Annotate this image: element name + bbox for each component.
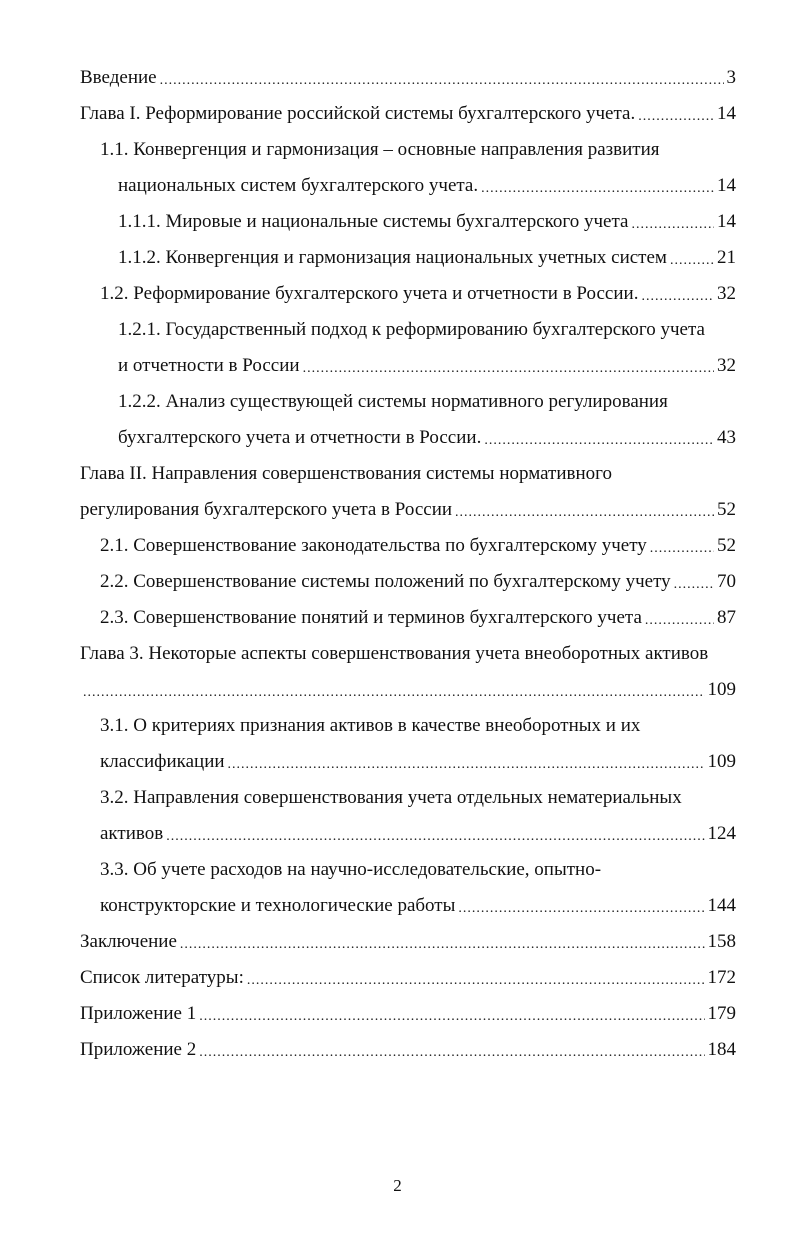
toc-entry-page: 87 <box>717 607 736 628</box>
toc-entry-title: конструкторские и технологические работы <box>100 895 456 916</box>
toc-entry-page: 43 <box>717 427 736 448</box>
toc-entry-page: 179 <box>707 1003 736 1024</box>
toc-entry-title: 3.3. Об учете расходов на научно-исследовательские, опытно- <box>100 859 602 880</box>
toc-entry <box>80 348 736 384</box>
toc-entry <box>80 636 736 672</box>
toc-entry <box>80 528 736 564</box>
toc-entry-title: 2.1. Совершенствование законодательства по бухгалтерскому учету <box>100 535 647 556</box>
toc-entry-title: активов <box>100 823 164 844</box>
toc-entry <box>80 1032 736 1068</box>
toc-entry <box>80 168 736 204</box>
toc-entry <box>80 420 736 456</box>
toc-leader-dots <box>645 606 714 636</box>
toc-leader-dots <box>83 678 705 708</box>
toc-entry-page: 172 <box>707 967 736 988</box>
toc-entry <box>80 600 736 636</box>
toc-entry <box>80 960 736 996</box>
toc-entry <box>80 780 736 816</box>
toc-entry-title: 2.2. Совершенствование системы положений по бухгалтерскому учету <box>100 571 671 592</box>
toc-leader-dots <box>455 498 714 528</box>
toc-entry-page: 3 <box>726 67 736 88</box>
toc-entry-title: 3.2. Направления совершенствования учета отдельных нематериальных <box>100 787 682 808</box>
toc-entry <box>80 492 736 528</box>
toc-entry-title: 1.1. Конвергенция и гармонизация – основные направления развития <box>100 139 660 160</box>
toc-entry <box>80 204 736 240</box>
toc-entry <box>80 888 736 924</box>
toc-entry-title: Глава II. Направления совершенствования системы нормативного <box>80 463 612 484</box>
toc-entry <box>80 456 736 492</box>
toc-entry <box>80 240 736 276</box>
toc-entry-title: Список литературы: <box>80 967 244 988</box>
toc-leader-dots <box>484 426 714 456</box>
toc-leader-dots <box>303 354 714 384</box>
toc-leader-dots <box>199 1038 704 1068</box>
toc-leader-dots <box>160 66 724 96</box>
toc-entry <box>80 996 736 1032</box>
toc-leader-dots <box>166 822 704 852</box>
toc-entry <box>80 708 736 744</box>
toc-entry <box>80 924 736 960</box>
toc-entry-title: 1.2. Реформирование бухгалтерского учета и отчетности в России. <box>100 283 639 304</box>
toc-entry <box>80 564 736 600</box>
toc-entry-page: 52 <box>717 535 736 556</box>
toc-entry-page: 158 <box>707 931 736 952</box>
toc-entry <box>80 276 736 312</box>
toc-entry-title: и отчетности в России <box>118 355 300 376</box>
toc-entry-page: 109 <box>707 679 736 700</box>
toc-entry <box>80 672 736 708</box>
toc-entry-page: 70 <box>717 571 736 592</box>
toc-entry-page: 32 <box>717 355 736 376</box>
toc-leader-dots <box>631 210 714 240</box>
toc-entry-title: 1.2.2. Анализ существующей системы нормативного регулирования <box>118 391 668 412</box>
toc-entry-page: 14 <box>717 175 736 196</box>
toc-leader-dots <box>247 966 705 996</box>
toc-entry <box>80 744 736 780</box>
toc-entry <box>80 60 736 96</box>
toc-entry <box>80 384 736 420</box>
table-of-contents <box>80 60 736 1068</box>
toc-entry-title: Заключение <box>80 931 177 952</box>
toc-leader-dots <box>641 282 714 312</box>
toc-entry-title: регулирования бухгалтерского учета в России <box>80 499 453 520</box>
toc-entry-page: 124 <box>707 823 736 844</box>
toc-entry-page: 184 <box>707 1039 736 1060</box>
toc-entry-page: 32 <box>717 283 736 304</box>
page-number: 2 <box>393 1176 402 1195</box>
toc-entry-title: Введение <box>80 67 157 88</box>
toc-entry-title: 1.1.1. Мировые и национальные системы бухгалтерского учета <box>118 211 629 232</box>
toc-entry-page: 144 <box>707 895 736 916</box>
toc-entry-page: 52 <box>717 499 736 520</box>
toc-leader-dots <box>481 174 714 204</box>
toc-leader-dots <box>458 894 704 924</box>
toc-entry-title: 1.2.1. Государственный подход к реформированию бухгалтерского учета <box>118 319 705 340</box>
toc-entry <box>80 312 736 348</box>
toc-leader-dots <box>228 750 705 780</box>
toc-entry-title: 2.3. Совершенствование понятий и терминов бухгалтерского учета <box>100 607 642 628</box>
toc-entry-title: бухгалтерского учета и отчетности в России. <box>118 427 482 448</box>
toc-leader-dots <box>670 246 714 276</box>
toc-leader-dots <box>199 1002 704 1032</box>
toc-entry <box>80 96 736 132</box>
toc-entry <box>80 852 736 888</box>
toc-entry <box>80 816 736 852</box>
toc-entry-title: 1.1.2. Конвергенция и гармонизация национальных учетных систем <box>118 247 667 268</box>
toc-entry-title: 3.1. О критериях признания активов в качестве внеоборотных и их <box>100 715 641 736</box>
toc-entry-page: 14 <box>717 211 736 232</box>
toc-entry-title: национальных систем бухгалтерского учета. <box>118 175 479 196</box>
toc-leader-dots <box>650 534 714 564</box>
toc-entry-title: Приложение 1 <box>80 1003 197 1024</box>
toc-entry <box>80 132 736 168</box>
toc-entry-title: Глава I. Реформирование российской системы бухгалтерского учета. <box>80 103 636 124</box>
toc-leader-dots <box>638 102 714 132</box>
toc-entry-page: 109 <box>707 751 736 772</box>
toc-leader-dots <box>674 570 714 600</box>
toc-entry-title: Глава 3. Некоторые аспекты совершенствования учета внеоборотных активов <box>80 643 709 664</box>
toc-leader-dots <box>180 930 705 960</box>
toc-entry-title: Приложение 2 <box>80 1039 197 1060</box>
toc-entry-page: 14 <box>717 103 736 124</box>
toc-entry-title: классификации <box>100 751 225 772</box>
toc-entry-page: 21 <box>717 247 736 268</box>
